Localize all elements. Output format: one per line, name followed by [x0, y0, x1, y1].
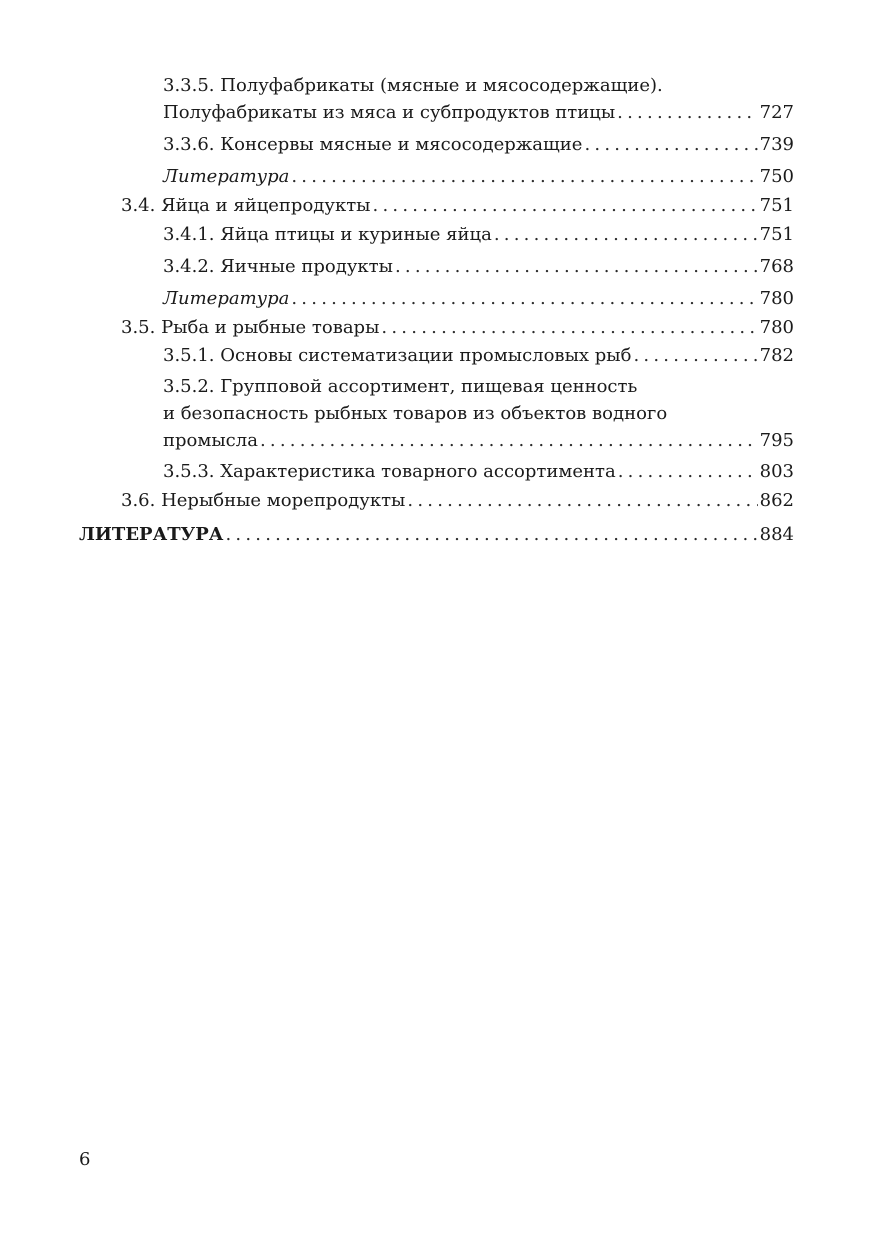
- toc-entry[interactable]: [121, 487, 794, 514]
- toc-entry-page: 780: [759, 317, 794, 338]
- toc-entry-title: 3.3.6. Консервы мясные и мясосодержащие: [163, 134, 583, 155]
- toc-entry-title: 3.4.1. Яйца птицы и куриные яйца: [163, 224, 492, 245]
- dot-leader: [291, 163, 757, 190]
- toc-entry[interactable]: [121, 314, 794, 341]
- toc-entry-page: 782: [759, 345, 794, 366]
- dot-leader: [395, 253, 758, 280]
- toc-entry-page: 803: [759, 461, 794, 482]
- dot-leader: [381, 314, 757, 341]
- toc-entry-page: 727: [759, 102, 794, 123]
- toc-entry-page: 780: [759, 288, 794, 309]
- page-number: 6: [79, 1149, 91, 1170]
- toc-entry-title: промысла: [163, 430, 258, 451]
- dot-leader: [260, 427, 758, 454]
- toc-entry-page: 795: [759, 430, 794, 451]
- toc-entry[interactable]: [163, 285, 794, 312]
- toc-entry[interactable]: [163, 131, 794, 158]
- toc-entry-title: 3.6. Нерыбные морепродукты: [121, 490, 406, 511]
- toc-entry-title: 3.4. Яйца и яйцепродукты: [121, 195, 371, 216]
- dot-leader: [633, 342, 757, 369]
- toc-entry[interactable]: [163, 342, 794, 369]
- toc-entry-page: 751: [759, 195, 794, 216]
- dot-leader: [291, 285, 757, 312]
- toc-entry-title: Литература: [163, 166, 290, 187]
- dot-leader: [494, 221, 758, 248]
- dot-leader: [373, 192, 758, 219]
- toc-entry-title: ЛИТЕРАТУРА: [79, 524, 224, 545]
- dot-leader: [618, 458, 758, 485]
- toc-entry-title: 3.5.3. Характеристика товарного ассортимента: [163, 461, 616, 482]
- toc-entry-title: 3.5. Рыба и рыбные товары: [121, 317, 380, 338]
- toc-entry-page: 768: [759, 256, 794, 277]
- toc-entry-title: Полуфабрикаты из мяса и субпродуктов птицы: [163, 102, 616, 123]
- toc-entry[interactable]: [121, 192, 794, 219]
- toc-entry[interactable]: [163, 253, 794, 280]
- toc-entry[interactable]: [163, 163, 794, 190]
- dot-leader: [617, 99, 757, 126]
- toc-entry[interactable]: [163, 373, 794, 454]
- toc-entry-page: 751: [759, 224, 794, 245]
- toc-entry-title-line: и безопасность рыбных товаров из объектов водного: [163, 403, 668, 424]
- toc-entry-title-line: 3.5.2. Групповой ассортимент, пищевая ценность: [163, 376, 638, 397]
- dot-leader: [225, 521, 757, 548]
- toc-entry[interactable]: [163, 458, 794, 485]
- toc-entry-page: 862: [759, 490, 794, 511]
- toc-entry-title: 3.4.2. Яичные продукты: [163, 256, 393, 277]
- toc-entry-page: 750: [759, 166, 794, 187]
- toc-entry-title: 3.5.1. Основы систематизации промысловых рыб: [163, 345, 632, 366]
- toc-entry[interactable]: [163, 221, 794, 248]
- toc-entry-title-line: 3.3.5. Полуфабрикаты (мясные и мясосодержащие).: [163, 75, 663, 96]
- toc-entry[interactable]: [163, 72, 794, 126]
- toc-entry-title: Литература: [163, 288, 290, 309]
- dot-leader: [584, 131, 757, 158]
- dot-leader: [407, 487, 757, 514]
- toc-entry-page: 739: [759, 134, 794, 155]
- toc-entry-page: 884: [759, 524, 794, 545]
- toc-entry[interactable]: [79, 521, 794, 548]
